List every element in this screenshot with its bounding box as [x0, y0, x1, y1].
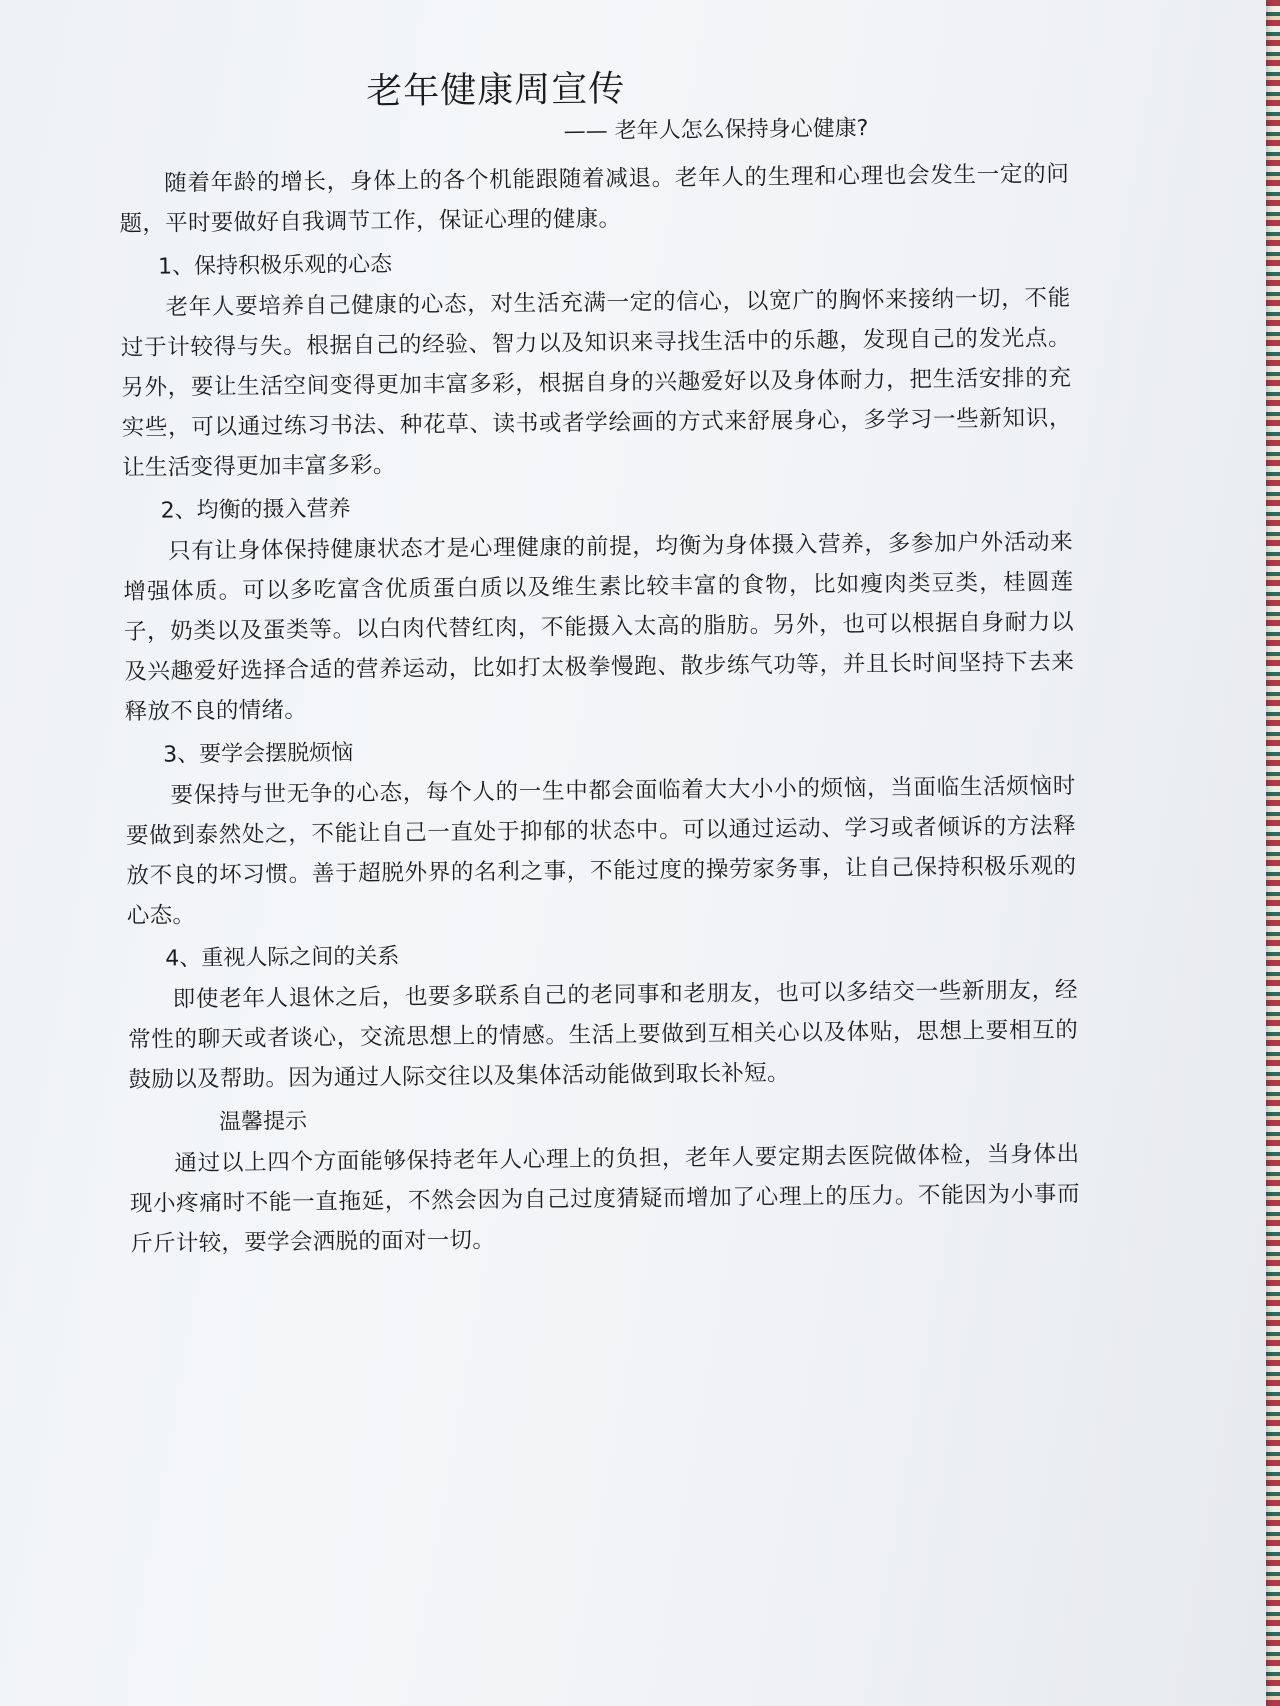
section-heading: 2、均衡的摄入营养 [160, 496, 351, 524]
section-warm-tips [129, 1094, 1081, 1264]
document-content [118, 60, 1080, 1264]
section-body: 要保持与世无争的心态，每个人的一生中都会面临着大大小小的烦恼，当面临生活烦恼时要做到泰然处之，不能让自己一直处于抑郁的状态中。可以通过运动、学习或者倾诉的方法释放不良的坏习惯。善于超脱外界的名利之事，不能过度的操劳家务事，让自己保持积极乐观的心态。 [125, 773, 1077, 929]
section-body: 通过以上四个方面能够保持老年人心理上的负担，老年人要定期去医院做体检，当身体出现小疼痛时不能一直拖延，不然会因为自己过度猜疑而增加了心理上的压力。不能因为小事而斤斤计较，要学会洒脱的面对一切。 [129, 1140, 1080, 1257]
section-body: 老年人要培养自己健康的心态，对生活充满一定的信心，以宽广的胸怀来接纳一切，不能过于计较得与失。根据自己的经验、智力以及知识来寻找生活中的乐趣，发现自己的发光点。另外，要让生活空间变得更加丰富多彩，根据自身的兴趣爱好以及身体耐力，把生活安排的充实些，可以通过练习书法、种花草、读书或者学绘画的方式来舒展身心，多学习一些新知识，让生活变得更加丰富多彩。 [120, 285, 1072, 481]
section-heading: 1、保持积极乐观的心态 [157, 252, 393, 280]
document-subtitle: —— 老年人怎么保持身心健康? [563, 116, 869, 145]
section-relationships [127, 930, 1079, 1100]
section-heading: 3、要学会摆脱烦恼 [163, 740, 354, 768]
section-balanced-nutrition [122, 482, 1074, 732]
section-body: 只有让身体保持健康状态才是心理健康的前提，均衡为身体摄入营养，多参加户外活动来增强体质。可以多吃富含优质蛋白质以及维生素比较丰富的食物，比如瘦肉类豆类，桂圆莲子，奶类以及蛋类等。以白肉代替红肉，不能摄入太高的脂肪。另外，也可以根据自身耐力以及兴趣爱好选择合适的营养运动，比如打太极拳慢跑、散步练气功等，并且长时间坚持下去来释放不良的情绪。 [123, 529, 1075, 725]
section-heading: 温馨提示 [218, 1109, 308, 1135]
intro-paragraph: 随着年龄的增长，身体上的各个机能跟随着减退。老年人的生理和心理也会发生一定的问题，平时要做好自我调节工作，保证心理的健康。 [119, 161, 1070, 237]
section-relieve-worries [125, 726, 1077, 936]
document-title: 老年健康周宣传 [366, 68, 626, 113]
section-heading: 4、重视人际之间的关系 [165, 944, 400, 972]
section-body: 即使老年人退休之后，也要多联系自己的老同事和老朋友，也可以多结交一些新朋友，经常性的聊天或者谈心，交流思想上的情感。生活上要做到互相关心以及体贴，思想上要相互的鼓励以及帮助。因为通过人际交往以及集体活动能做到取长补短。 [128, 977, 1079, 1093]
section-positive-attitude [120, 238, 1072, 488]
